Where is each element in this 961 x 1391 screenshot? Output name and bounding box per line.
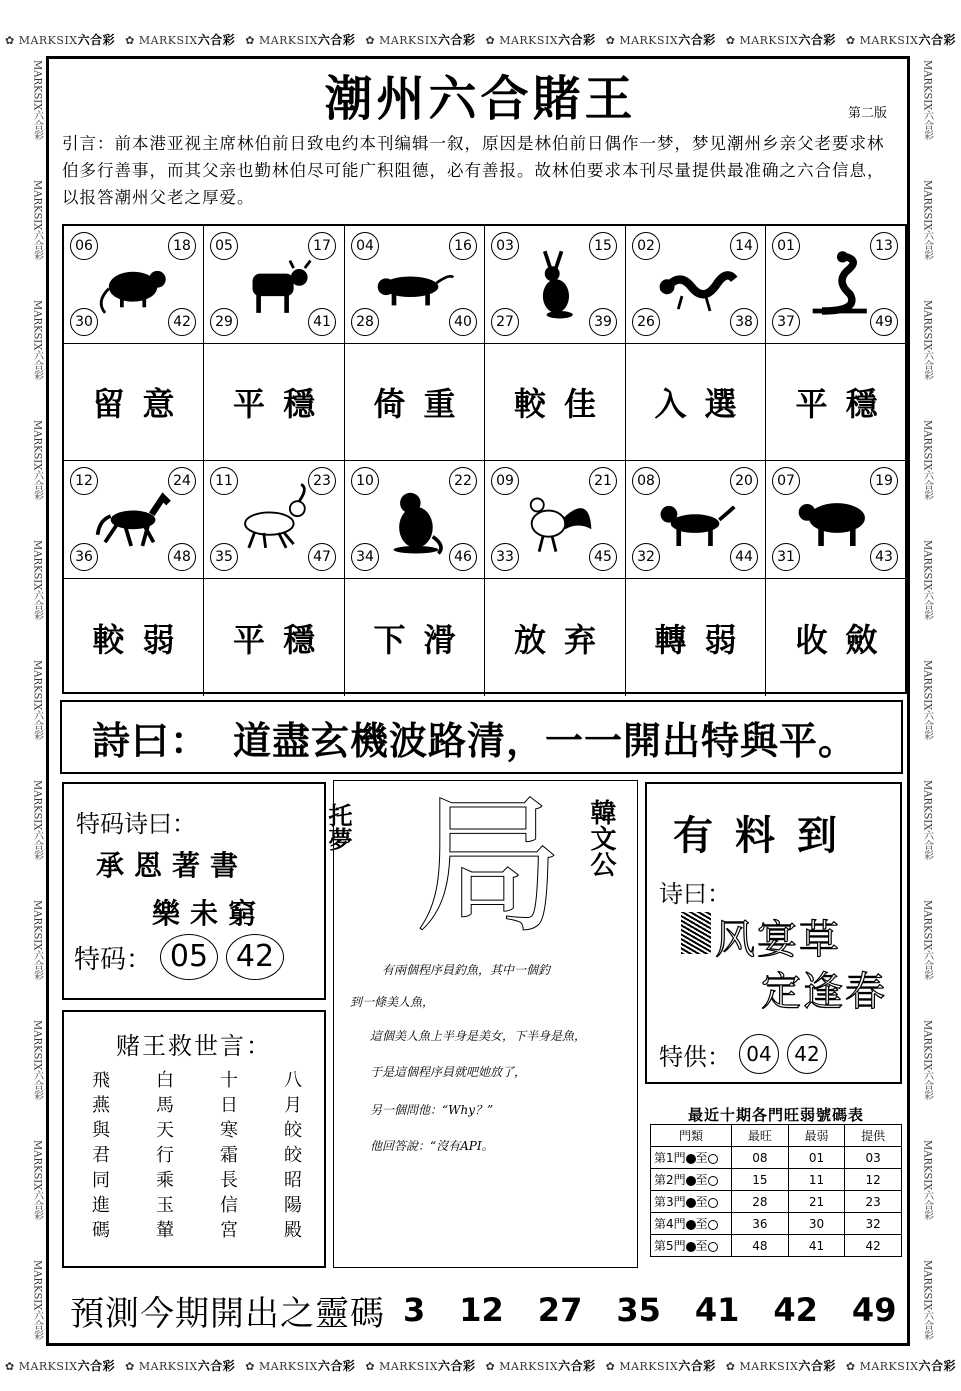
- zodiac-cell: [766, 461, 907, 579]
- prediction-number: 49: [851, 1291, 897, 1329]
- watermark-top: [0, 26, 961, 52]
- savior-column: [156, 1068, 174, 1243]
- zodiac-status-cell: [766, 344, 907, 461]
- watermark-text: MARKSIX六合彩: [31, 659, 43, 741]
- pig-icon: [794, 479, 878, 557]
- stats-row: [651, 1235, 902, 1257]
- zodiac-number: 17: [308, 232, 336, 260]
- ball-icon: [686, 1220, 696, 1230]
- zodiac-number: 49: [870, 308, 898, 336]
- savior-char: 長: [220, 1170, 238, 1191]
- watermark-text: MARKSIX六合彩: [921, 899, 933, 981]
- watermark-text: ✿ MARKSIX六合彩: [365, 1358, 476, 1373]
- savior-char: 信: [220, 1195, 238, 1216]
- savior-column: [220, 1068, 238, 1243]
- stats-value: 48: [732, 1235, 789, 1257]
- tip-poem-label: 诗曰：: [659, 880, 731, 908]
- zodiac-cell: [64, 461, 204, 579]
- ball-icon: [708, 1176, 718, 1186]
- prediction-number: 42: [773, 1291, 818, 1329]
- savior-char: 皎: [284, 1145, 302, 1166]
- stats-door-sep: 至: [695, 1173, 708, 1187]
- watermark-text: ✿ MARKSIX六合彩: [125, 1358, 236, 1373]
- savior-char: 寒: [220, 1120, 238, 1141]
- zodiac-status-cell: [345, 579, 485, 696]
- stats-value: 21: [788, 1191, 845, 1213]
- zodiac-number: 42: [168, 308, 196, 336]
- stats-value: 30: [788, 1213, 845, 1235]
- watermark-text: ✿ MARKSIX六合彩: [485, 1358, 596, 1373]
- savior-char: 飛: [92, 1070, 110, 1091]
- watermark-text: ✿ MARKSIX六合彩: [845, 32, 957, 47]
- savior-char: 殿: [284, 1220, 302, 1241]
- zodiac-number: 11: [210, 467, 238, 495]
- dream-box: [324, 780, 638, 1268]
- zodiac-status-cell: [204, 579, 345, 696]
- zodiac-number: 21: [589, 467, 617, 495]
- zodiac-status-cell: [626, 579, 766, 696]
- intro-text: 引言：前本港亚视主席林伯前日致电约本刊编辑一叙，原因是林伯前日偶作一梦，梦见潮州乡亲父老要求林伯多行善事，而其父亲也勤林伯尽可能广积阻德，必有善报。故林伯要求本刊尽量提供最准确之六合信息，以报答潮州父老之厚爱。: [62, 134, 885, 207]
- dream-story-line: 他回答說：“沒有API。: [370, 1139, 494, 1153]
- zodiac-cell: [626, 226, 766, 344]
- zodiac-number: 47: [308, 543, 336, 571]
- watermark-text: MARKSIX六合彩: [31, 1139, 43, 1221]
- tip-code-2: 42: [787, 1034, 827, 1074]
- stats-door: [651, 1147, 732, 1169]
- watermark-text: MARKSIX六合彩: [31, 59, 43, 141]
- dream-story-line: 另一個問他：“Why？”: [370, 1103, 494, 1117]
- watermark-text: MARKSIX六合彩: [921, 179, 933, 261]
- savior-char: 進: [92, 1195, 110, 1216]
- zodiac-number: 33: [491, 543, 519, 571]
- zodiac-number: 18: [168, 232, 196, 260]
- zodiac-number: 13: [870, 232, 898, 260]
- watermark-text: MARKSIX六合彩: [31, 1259, 43, 1341]
- stats-title: 最近十期各門旺弱號碼表: [687, 1106, 864, 1124]
- dream-story-line: 于是這個程序員就吧她放了，: [370, 1065, 527, 1079]
- stats-header: 最旺: [732, 1125, 789, 1147]
- zodiac-status-cell: [64, 579, 204, 696]
- zodiac-number: 01: [772, 232, 800, 260]
- savior-char: 碼: [92, 1220, 110, 1241]
- zodiac-status: 放弃: [513, 620, 614, 659]
- zodiac-number: 03: [491, 232, 519, 260]
- tip-code-label: 特供：: [659, 1042, 731, 1071]
- watermark-text: ✿ MARKSIX六合彩: [125, 32, 236, 47]
- stats-door: [651, 1191, 732, 1213]
- zodiac-status: 下滑: [373, 620, 474, 659]
- zodiac-number: 39: [589, 308, 617, 336]
- tip-code-row: [659, 1034, 827, 1074]
- rooster-icon: [513, 479, 597, 557]
- special-line-1: 承恩著書: [96, 849, 249, 882]
- zodiac-number: 14: [730, 232, 758, 260]
- watermark-text: ✿ MARKSIX六合彩: [365, 32, 476, 47]
- dream-left-label: 托夢: [324, 803, 352, 851]
- zodiac-cell: [64, 226, 204, 344]
- watermark-text: ✿ MARKSIX六合彩: [245, 32, 356, 47]
- watermark-text: ✿ MARKSIX六合彩: [245, 1358, 356, 1373]
- zodiac-number: 16: [449, 232, 477, 260]
- zodiac-number: 23: [308, 467, 336, 495]
- stats-value: 42: [845, 1235, 902, 1257]
- zodiac-number: 04: [351, 232, 379, 260]
- watermark-text: MARKSIX六合彩: [921, 1259, 933, 1341]
- watermark-text: MARKSIX六合彩: [31, 179, 43, 261]
- zodiac-status: 入選: [654, 385, 755, 423]
- zodiac-number: 37: [772, 308, 800, 336]
- page-title: 潮州六合賭王: [324, 71, 637, 127]
- zodiac-number: 44: [730, 543, 758, 571]
- tip-scribble: [681, 912, 711, 954]
- special-heading: 特码诗曰：: [76, 810, 196, 838]
- zodiac-status: 平穩: [232, 385, 333, 423]
- stats-door: [651, 1169, 732, 1191]
- monkey-icon: [373, 479, 457, 557]
- stats-value: 28: [732, 1191, 789, 1213]
- watermark-text: MARKSIX六合彩: [921, 779, 933, 861]
- zodiac-status: 轉弱: [654, 620, 755, 659]
- zodiac-number: 34: [351, 543, 379, 571]
- watermark-text: ✿ MARKSIX六合彩: [485, 32, 596, 47]
- watermark-text: ✿ MARKSIX六合彩: [725, 32, 836, 47]
- special-code-row: [74, 934, 284, 980]
- savior-columns: [92, 1068, 302, 1243]
- special-line-2: 樂未窮: [152, 897, 267, 930]
- watermark-text: MARKSIX六合彩: [31, 299, 43, 381]
- stats-header: 門類: [651, 1125, 732, 1147]
- prediction-number: 27: [537, 1291, 583, 1329]
- stats-value: 23: [845, 1191, 902, 1213]
- zodiac-number: 07: [772, 467, 800, 495]
- watermark-text: MARKSIX六合彩: [921, 59, 933, 141]
- stats-door-label: 第2門: [654, 1173, 686, 1187]
- zodiac-status: 平穩: [232, 620, 333, 659]
- zodiac-cell: [485, 226, 626, 344]
- stats-door-sep: 至: [695, 1239, 708, 1253]
- stats-table: [650, 1124, 902, 1257]
- dream-story-line: 這個美人魚上半身是美女，下半身是魚，: [370, 1029, 587, 1043]
- stats-row: [651, 1147, 902, 1169]
- zodiac-cell: [626, 461, 766, 579]
- watermark-text: MARKSIX六合彩: [921, 299, 933, 381]
- tip-line-1: 风宴草: [715, 917, 841, 963]
- savior-char: 陽: [284, 1195, 302, 1216]
- savior-char: 輦: [156, 1220, 174, 1241]
- stats-value: 41: [788, 1235, 845, 1257]
- ball-icon: [686, 1154, 696, 1164]
- dream-big-char: 局: [414, 780, 565, 954]
- stats-door-label: 第5門: [654, 1239, 686, 1253]
- dragon-icon: [654, 244, 738, 322]
- zodiac-number: 46: [449, 543, 477, 571]
- tip-box: [645, 782, 902, 1084]
- zodiac-number: 20: [730, 467, 758, 495]
- stats-value: 32: [845, 1213, 902, 1235]
- zodiac-number: 35: [210, 543, 238, 571]
- watermark-text: MARKSIX六合彩: [921, 659, 933, 741]
- prediction-numbers: [403, 1291, 896, 1329]
- stats-header: 最弱: [788, 1125, 845, 1147]
- zodiac-status: 平穩: [795, 385, 896, 423]
- zodiac-number: 29: [210, 308, 238, 336]
- stats-row: [651, 1213, 902, 1235]
- stats-door-sep: 至: [695, 1217, 708, 1231]
- prediction-number: 12: [459, 1291, 504, 1329]
- savior-char: 宮: [220, 1220, 238, 1241]
- watermark-bottom: [0, 1352, 961, 1378]
- zodiac-number: 09: [491, 467, 519, 495]
- zodiac-number: 30: [70, 308, 98, 336]
- stats-value: 01: [788, 1147, 845, 1169]
- savior-char: 燕: [92, 1095, 110, 1116]
- stats-door-label: 第1門: [654, 1151, 686, 1165]
- savior-box: [62, 1010, 326, 1268]
- savior-char: 日: [220, 1095, 238, 1116]
- zodiac-status: 留意: [92, 385, 193, 423]
- watermark-text: ✿ MARKSIX六合彩: [845, 1358, 957, 1373]
- ball-icon: [708, 1198, 718, 1208]
- zodiac-status: 較佳: [513, 385, 614, 423]
- stats-value: 12: [845, 1169, 902, 1191]
- savior-char: 玉: [156, 1195, 174, 1216]
- zodiac-cell: [345, 461, 485, 579]
- watermark-text: ✿ MARKSIX六合彩: [605, 32, 716, 47]
- watermark-text: MARKSIX六合彩: [31, 899, 43, 981]
- stats-value: 08: [732, 1147, 789, 1169]
- poem-text: 道盡玄機波路清，一一開出特與平。: [233, 718, 858, 763]
- savior-column: [92, 1068, 110, 1243]
- zodiac-status-cell: [64, 344, 204, 461]
- savior-char: 十: [220, 1070, 238, 1091]
- ball-icon: [708, 1242, 718, 1252]
- zodiac-status-cell: [485, 579, 626, 696]
- rabbit-icon: [513, 244, 597, 322]
- dog-icon: [654, 479, 738, 557]
- stats-door-sep: 至: [695, 1195, 708, 1209]
- zodiac-number: 22: [449, 467, 477, 495]
- zodiac-number: 12: [70, 467, 98, 495]
- special-code-label: 特码：: [74, 944, 153, 975]
- zodiac-number: 10: [351, 467, 379, 495]
- zodiac-cell: [204, 461, 345, 579]
- savior-char: 白: [156, 1070, 174, 1091]
- edition-label: 第二版: [848, 106, 888, 121]
- zodiac-cell: [345, 226, 485, 344]
- tip-heading: 有料到: [673, 813, 859, 859]
- zodiac-status: 倚重: [373, 385, 474, 423]
- stats-value: 11: [788, 1169, 845, 1191]
- zodiac-status: 較弱: [92, 620, 193, 659]
- savior-char: 昭: [284, 1170, 302, 1191]
- ball-icon: [708, 1154, 718, 1164]
- zodiac-number: 31: [772, 543, 800, 571]
- tiger-icon: [373, 244, 457, 322]
- stats-door-label: 第3門: [654, 1195, 686, 1209]
- zodiac-number: 48: [168, 543, 196, 571]
- zodiac-number: 19: [870, 467, 898, 495]
- goat-icon: [232, 479, 316, 557]
- zodiac-status-cell: [345, 344, 485, 461]
- prediction-bar: [70, 1284, 900, 1336]
- watermark-text: MARKSIX六合彩: [921, 1019, 933, 1101]
- stats-door: [651, 1235, 732, 1257]
- stats-row: [651, 1191, 902, 1213]
- stats-header: 提供: [845, 1125, 902, 1147]
- stats-door: [651, 1213, 732, 1235]
- rat-icon: [92, 244, 176, 322]
- ball-icon: [708, 1220, 718, 1230]
- savior-char: 天: [156, 1120, 174, 1141]
- watermark-text: ✿ MARKSIX六合彩: [4, 1358, 116, 1373]
- zodiac-number: 02: [632, 232, 660, 260]
- watermark-text: MARKSIX六合彩: [31, 779, 43, 861]
- zodiac-number: 32: [632, 543, 660, 571]
- ball-icon: [686, 1198, 696, 1208]
- zodiac-status: 收斂: [795, 620, 896, 659]
- horse-icon: [92, 479, 176, 557]
- zodiac-number: 27: [491, 308, 519, 336]
- zodiac-number: 43: [870, 543, 898, 571]
- savior-char: 霜: [220, 1145, 238, 1166]
- watermark-text: ✿ MARKSIX六合彩: [4, 32, 116, 47]
- zodiac-grid: [62, 224, 907, 694]
- tip-code-1: 04: [739, 1034, 779, 1074]
- watermark-text: MARKSIX六合彩: [31, 419, 43, 501]
- stats-value: 15: [732, 1169, 789, 1191]
- watermark-text: ✿ MARKSIX六合彩: [725, 1358, 836, 1373]
- zodiac-number: 38: [730, 308, 758, 336]
- stats-door-label: 第4門: [654, 1217, 686, 1231]
- savior-char: 月: [284, 1095, 302, 1116]
- dream-story-line: 到一條美人魚，: [350, 995, 435, 1009]
- zodiac-number: 08: [632, 467, 660, 495]
- stats-row: [651, 1169, 902, 1191]
- special-code-1: 05: [160, 934, 218, 980]
- zodiac-cell: [485, 461, 626, 579]
- zodiac-number: 26: [632, 308, 660, 336]
- savior-char: 八: [284, 1070, 302, 1091]
- savior-char: 君: [92, 1145, 110, 1166]
- ox-icon: [232, 244, 316, 322]
- ball-icon: [686, 1176, 696, 1186]
- prediction-number: 35: [616, 1291, 661, 1329]
- watermark-text: MARKSIX六合彩: [921, 1139, 933, 1221]
- zodiac-number: 05: [210, 232, 238, 260]
- savior-char: 皎: [284, 1120, 302, 1141]
- special-code-2: 42: [226, 934, 284, 980]
- poem-label: 詩曰：: [92, 718, 210, 763]
- zodiac-status-cell: [626, 344, 766, 461]
- dream-right-label: 韓文公: [586, 799, 616, 877]
- zodiac-cell: [204, 226, 345, 344]
- zodiac-cell: [766, 226, 907, 344]
- stats-value: 03: [845, 1147, 902, 1169]
- savior-char: 馬: [156, 1095, 174, 1116]
- zodiac-status-cell: [766, 579, 907, 696]
- zodiac-status-cell: [485, 344, 626, 461]
- zodiac-number: 36: [70, 543, 98, 571]
- zodiac-number: 24: [168, 467, 196, 495]
- watermark-right: [912, 40, 942, 1360]
- zodiac-number: 45: [589, 543, 617, 571]
- savior-char: 同: [92, 1170, 110, 1191]
- zodiac-status-cell: [204, 344, 345, 461]
- stats-door-sep: 至: [695, 1151, 708, 1165]
- prediction-number: 3: [403, 1291, 426, 1329]
- ball-icon: [686, 1242, 696, 1252]
- watermark-text: ✿ MARKSIX六合彩: [605, 1358, 716, 1373]
- watermark-text: MARKSIX六合彩: [31, 539, 43, 621]
- savior-char: 與: [92, 1120, 110, 1141]
- snake-icon: [794, 244, 878, 322]
- watermark-text: MARKSIX六合彩: [921, 539, 933, 621]
- stats-value: 36: [732, 1213, 789, 1235]
- savior-heading: 赌王救世言：: [116, 1032, 272, 1060]
- savior-char: 行: [156, 1145, 174, 1166]
- poem-bar: [60, 700, 903, 774]
- savior-column: [284, 1068, 302, 1243]
- dream-story-line: 有兩個程序員釣魚，其中一個釣: [382, 963, 551, 977]
- zodiac-number: 06: [70, 232, 98, 260]
- watermark-text: MARKSIX六合彩: [921, 419, 933, 501]
- zodiac-number: 15: [589, 232, 617, 260]
- savior-char: 乘: [156, 1170, 174, 1191]
- prediction-number: 41: [694, 1291, 740, 1329]
- zodiac-number: 40: [449, 308, 477, 336]
- watermark-text: MARKSIX六合彩: [31, 1019, 43, 1101]
- zodiac-number: 41: [308, 308, 336, 336]
- tip-line-2: 定逢春: [761, 969, 887, 1015]
- prediction-label: 預測今期開出之靈碼: [70, 1293, 385, 1334]
- zodiac-number: 28: [351, 308, 379, 336]
- special-code-box: [62, 782, 326, 1000]
